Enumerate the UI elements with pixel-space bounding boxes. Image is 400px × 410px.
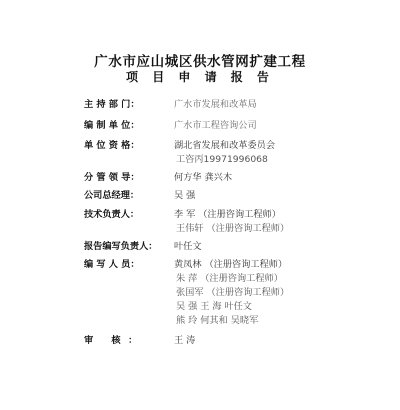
row-compiler [84,120,384,132]
leader-value: 何方华 龚兴木 [174,172,233,183]
report-lead-label: 报告编写负责人： [84,241,158,252]
tech-lead-label: 技术负责人： [84,209,140,220]
reviewer-value: 王 涛 [174,335,196,346]
qualification-value: 湖北省发展和改革委员会 [174,140,276,151]
compiler-label: 编 制 单 位： [84,120,140,131]
host-dept-label: 主 持 部 门： [84,99,140,110]
writers-value-2: 朱 萍 （注册咨询工程师） [176,273,283,284]
report-lead-value: 叶任文 [174,241,202,252]
writers-value-5: 熊 玲 何其和 吴晓军 [176,315,259,326]
leader-label: 分 管 领 导： [84,172,140,183]
writers-value-3: 张国军 （注册咨询工程师） [176,287,290,298]
row-writers [84,259,384,271]
row-tech-lead [84,209,384,221]
tech-lead-value-2: 王伟轩 （注册咨询工程师） [176,223,290,234]
qualification-label: 单 位 资 格： [84,140,140,151]
document-title: 广水市应山城区供水管网扩建工程 [94,54,306,70]
writers-value-4: 吴 强 王 海 叶任文 [176,301,252,312]
writers-value: 黄凤林 （注册咨询工程师） [174,259,288,270]
qualification-value-2: 工咨丙19971996068 [176,154,268,165]
row-reviewer [84,335,384,347]
row-gm [84,190,384,202]
reviewer-label: 审 核： [84,335,145,346]
compiler-value: 广水市工程咨询公司 [174,120,257,131]
row-qualification [84,140,384,152]
gm-label: 公司总经理： [84,190,140,201]
host-dept-value: 广水市发展和改革局 [174,99,257,110]
document-subtitle: 项 目 申 请 报 告 [126,70,274,84]
gm-value: 吴 强 [174,190,196,201]
row-leader [84,172,384,184]
writers-label: 编 写 人 员： [84,259,140,270]
row-report-lead [84,241,384,253]
row-host-dept [84,99,384,111]
tech-lead-value: 李 军 （注册咨询工程师） [174,209,281,220]
